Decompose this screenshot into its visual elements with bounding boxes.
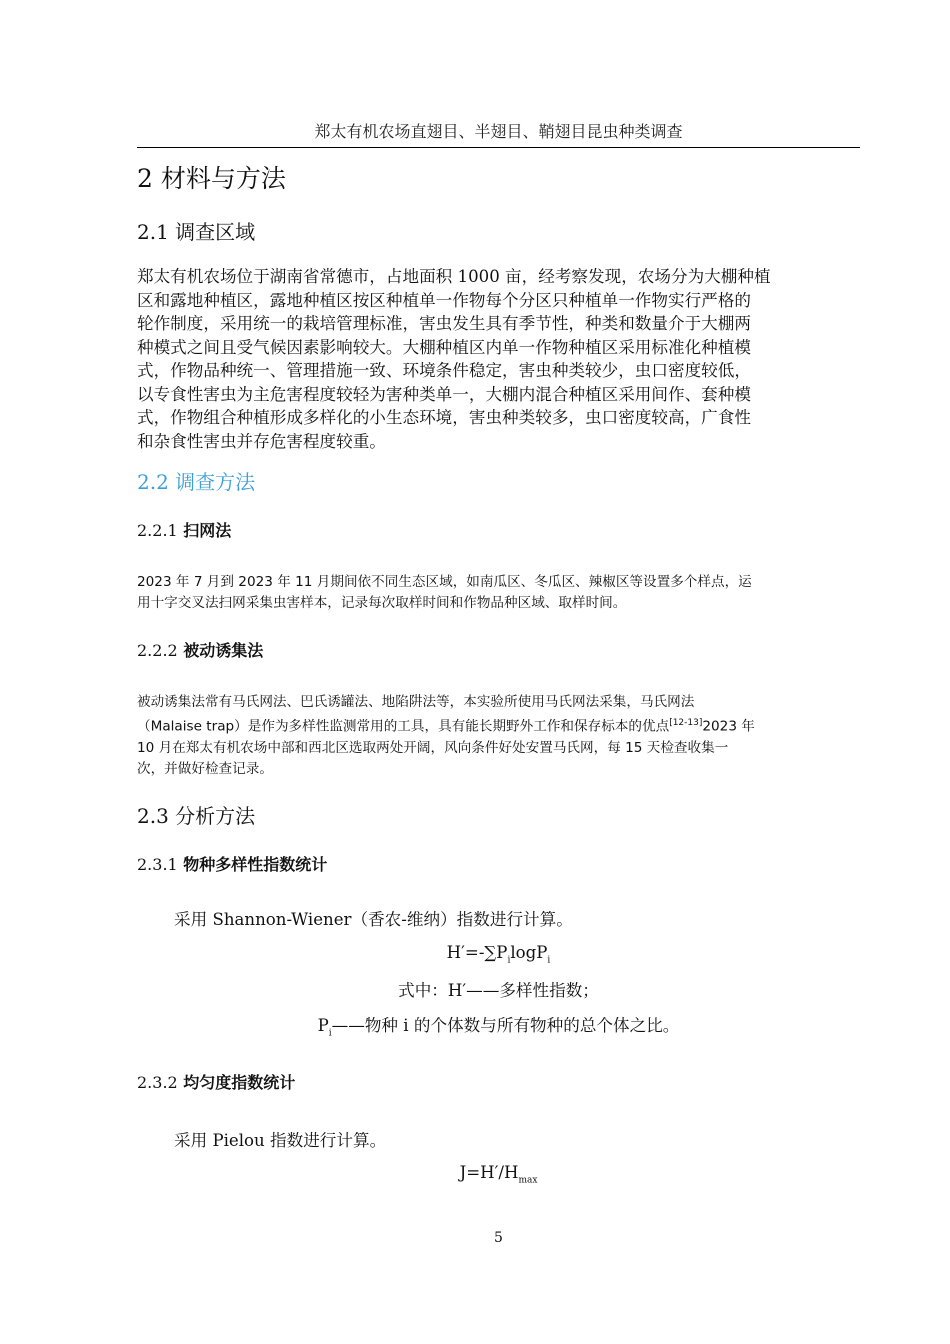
- paragraph-line: 区和露地种植区，露地种植区按区种植单一作物每个分区只种植单一作物实行严格的: [137, 290, 751, 310]
- section-label: 被动诱集法: [183, 641, 264, 660]
- section-2-2-2-title: [137, 638, 263, 661]
- paragraph-line: [137, 713, 860, 738]
- paragraph-line: 被动诱集法常有马氏网法、巴氏诱罐法、地陷阱法等，本实验所使用马氏网法采集，马氏网法: [137, 694, 695, 710]
- page-number: 5: [494, 1230, 503, 1246]
- formula-definition-p: $P_i——$物种 i 的个体数与所有物种的总个体之比。: [317, 1016, 680, 1039]
- section-2-3-title: 2.3 分析方法: [137, 804, 256, 828]
- section-label: 均匀度指数统计: [183, 1073, 296, 1092]
- paragraph-line: 轮作制度，采用统一的栽培管理标准，害虫发生具有季节性，种类和数量介于大棚两: [137, 314, 751, 333]
- shannon-intro: 采用 Shannon-Wiener（香农-维纳）指数进行计算。: [174, 910, 573, 929]
- section-number: 2.3.1: [137, 855, 178, 874]
- paragraph-line: 种模式之间且受气候因素影响较大。大棚种植区内单一作物种植区采用标准化种植模: [137, 337, 751, 357]
- pielou-intro: 采用 Pielou 指数进行计算。: [174, 1131, 387, 1150]
- section-2-2-2-paragraph: [137, 692, 860, 780]
- paragraph-line: 10 月在郑太有机农场中部和西北区选取两处开阔，风向条件好处安置马氏网，每 15 天检查收集一: [137, 739, 729, 756]
- paragraph-line: 2023 年 7 月到 2023 年 11 月期间依不同生态区域，如南瓜区、冬瓜区、辣椒区等设置多个样点，运: [137, 574, 752, 590]
- section-2-3-1-title: [137, 852, 327, 875]
- section-number: 2.2.2: [137, 641, 178, 660]
- paragraph-line: 以专食性害虫为主危害程度较轻为害种类单一，大棚内混合种植区采用间作、套种模: [137, 384, 751, 404]
- section-2-1-paragraph: [137, 265, 860, 453]
- paragraph-line: 用十字交叉法扫网采集虫害样本，记录每次取样时间和作物品种区域、取样时间。: [137, 595, 627, 611]
- formula-definition-h: 式中：H′——多样性指数；: [398, 981, 599, 1000]
- pielou-formula: $J=H'/H_{max}$: [459, 1163, 538, 1186]
- section-number: 2.3.2: [137, 1073, 178, 1092]
- line-text: 2023 年: [702, 718, 755, 735]
- section-2-2-1-paragraph: [137, 572, 860, 614]
- section-label: 扫网法: [183, 521, 232, 540]
- section-2-title: 2 材料与方法: [137, 164, 286, 193]
- paragraph-line: 和杂食性害虫并存危害程度较重。: [137, 431, 386, 451]
- paragraph-line: 次，并做好检查记录。: [137, 760, 273, 777]
- paragraph-line: 式，作物品种统一、管理措施一致、环境条件稳定，害虫种类较少，虫口密度较低，: [137, 361, 751, 380]
- line-text: （Malaise trap）是作为多样性监测常用的工具，具有能长期野外工作和保存标本的优点: [137, 718, 670, 735]
- section-2-1-title: 2.1 调查区域: [137, 220, 256, 244]
- section-number: 2.2.1: [137, 521, 178, 540]
- section-2-2-1-title: [137, 518, 231, 541]
- section-2-2-title: 2.2 调查方法: [137, 470, 256, 494]
- paragraph-line: 郑太有机农场位于湖南省常德市，占地面积 1000 亩，经考察发现，农场分为大棚种植: [137, 267, 771, 286]
- section-label: 物种多样性指数统计: [183, 855, 328, 874]
- header-rule: [137, 147, 860, 148]
- paragraph-line: 式，作物组合种植形成多样化的小生态环境，害虫种类较多，虫口密度较高，广食性: [137, 408, 751, 427]
- running-header: 郑太有机农场直翅目、半翅目、鞘翅目昆虫种类调查: [314, 122, 683, 141]
- citation: [12-13]: [669, 718, 703, 728]
- shannon-formula: $H'=-\sum P_i\log P_i$: [446, 943, 551, 966]
- section-2-3-2-title: [137, 1070, 295, 1093]
